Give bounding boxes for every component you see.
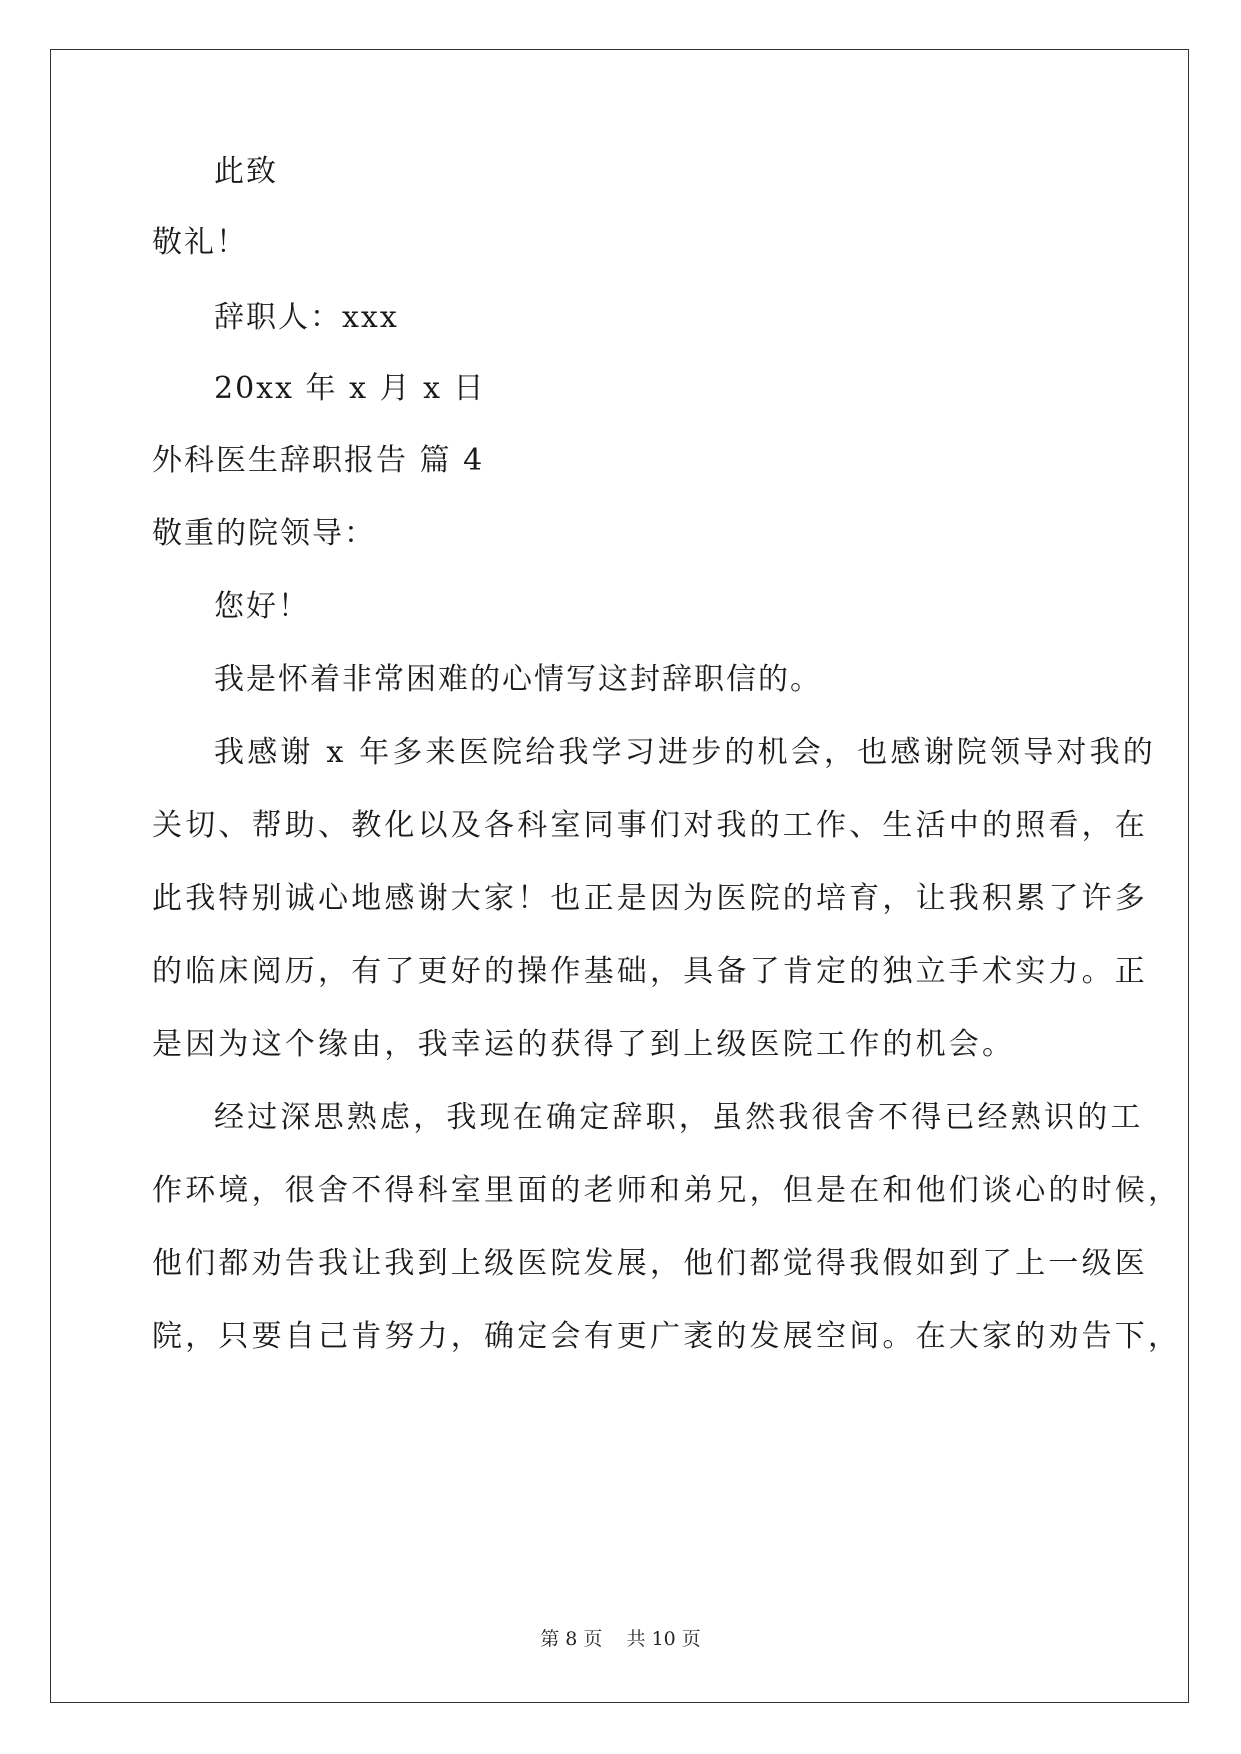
paragraph1-line: 我感谢 x 年多来医院给我学习进步的机会，也感谢院领导对我的 xyxy=(214,735,1156,770)
intro-sentence: 我是怀着非常困难的心情写这封辞职信的。 xyxy=(214,662,822,697)
signer: 辞职人：xxx xyxy=(214,300,399,335)
paragraph2-line: 作环境，很舍不得科室里面的老师和弟兄，但是在和他们谈心的时候， xyxy=(152,1173,1182,1208)
page-footer: 第 8 页 共 10 页 xyxy=(540,1628,701,1650)
paragraph2-line: 他们都劝告我让我到上级医院发展，他们都觉得我假如到了上一级医 xyxy=(152,1246,1148,1281)
addressee: 敬重的院领导： xyxy=(152,516,376,551)
paragraph2-line: 经过深思熟虑，我现在确定辞职，虽然我很舍不得已经熟识的工 xyxy=(214,1100,1144,1135)
section-title: 外科医生辞职报告 篇 4 xyxy=(152,443,485,478)
regards: 敬礼！ xyxy=(152,225,248,260)
paragraph1-line: 关切、帮助、教化以及各科室同事们对我的工作、生活中的照看，在 xyxy=(152,808,1148,843)
closing-salutation: 此致 xyxy=(214,154,278,189)
paragraph1-line: 此我特别诚心地感谢大家！也正是因为医院的培育，让我积累了许多 xyxy=(152,881,1148,916)
date: 20xx 年 x 月 x 日 xyxy=(214,371,486,406)
paragraph2-line: 院，只要自己肯努力，确定会有更广袤的发展空间。在大家的劝告下， xyxy=(152,1319,1182,1354)
greeting: 您好！ xyxy=(214,589,310,624)
paragraph1-line: 是因为这个缘由，我幸运的获得了到上级医院工作的机会。 xyxy=(152,1027,1016,1062)
paragraph1-line: 的临床阅历，有了更好的操作基础，具备了肯定的独立手术实力。正 xyxy=(152,954,1148,989)
